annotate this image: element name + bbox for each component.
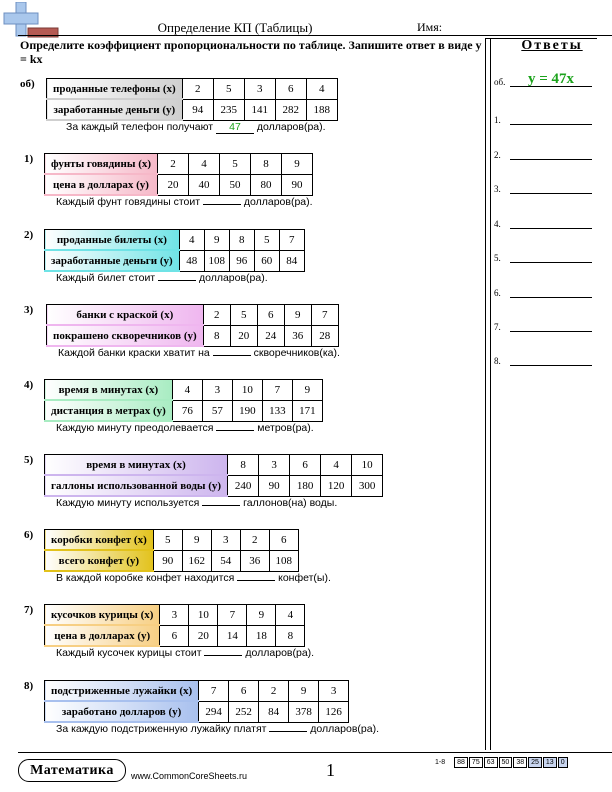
table-x-row xyxy=(45,230,305,251)
ratio-table xyxy=(44,379,323,422)
table-cell: 9 xyxy=(204,230,229,251)
page-number: 1 xyxy=(326,760,335,780)
answers-left-border xyxy=(485,38,486,750)
table-cell: 171 xyxy=(292,400,322,421)
sentence-prefix: Каждой банки краски хватит на xyxy=(58,347,213,359)
problem-number: 6) xyxy=(24,529,34,541)
table-cell: 54 xyxy=(211,550,240,571)
table-x-row xyxy=(45,530,299,551)
ratio-table xyxy=(44,680,349,723)
table-cell: 6 xyxy=(269,530,298,551)
problem-number: 2) xyxy=(24,229,34,241)
table-cell: 5 xyxy=(220,154,251,175)
table-x-row-label: кусочков курицы (x) xyxy=(45,605,160,626)
table-cell: 7 xyxy=(199,681,229,702)
answer-line[interactable] xyxy=(510,297,592,298)
sentence-suffix: метров(ра). xyxy=(254,422,314,434)
problem-number: 4) xyxy=(24,379,34,391)
table-cell: 126 xyxy=(319,701,349,722)
table-cell: 14 xyxy=(218,625,247,646)
table-cell: 2 xyxy=(158,154,189,175)
table-cell: 7 xyxy=(279,230,304,251)
answer-sentence xyxy=(56,572,331,584)
answer-label: 3. xyxy=(494,184,501,194)
answer-line[interactable] xyxy=(510,365,592,366)
answer-blank[interactable] xyxy=(269,731,307,732)
table-y-row-label: цена в долларах (y) xyxy=(45,174,158,195)
header-divider xyxy=(18,35,612,36)
table-x-row-label: банки с краской (x) xyxy=(47,305,204,326)
table-cell: 9 xyxy=(284,305,311,326)
answer-label: 6. xyxy=(494,288,501,298)
table-x-row-label: коробки конфет (x) xyxy=(45,530,154,551)
answer-line[interactable] xyxy=(510,159,592,160)
table-y-row-label: заработанные деньги (y) xyxy=(47,99,183,120)
table-x-row xyxy=(45,681,349,702)
problem-number: 8) xyxy=(24,680,34,692)
table-cell: 80 xyxy=(251,174,282,195)
score-label: 1-8 xyxy=(435,759,446,766)
sentence-prefix: Каждый билет стоит xyxy=(56,272,159,284)
answer-label: 2. xyxy=(494,150,501,160)
sentence-suffix: долларов(ра). xyxy=(307,723,379,735)
table-cell: 10 xyxy=(352,455,383,476)
table-y-row xyxy=(45,400,323,421)
table-cell: 76 xyxy=(172,400,202,421)
sentence-prefix: В каждой коробке конфет находится xyxy=(56,572,238,584)
table-cell: 9 xyxy=(282,154,313,175)
table-y-row-label: заработано долларов (y) xyxy=(45,701,199,722)
answer-sentence xyxy=(56,272,268,284)
answer-blank[interactable] xyxy=(216,430,254,431)
answer-blank[interactable] xyxy=(204,655,242,656)
table-cell: 90 xyxy=(282,174,313,195)
table-cell: 120 xyxy=(321,475,352,496)
sentence-suffix: галлонов(на) воды. xyxy=(240,497,338,509)
problem-number: 5) xyxy=(24,454,34,466)
table-cell: 7 xyxy=(262,380,292,401)
table-cell: 108 xyxy=(269,550,298,571)
table-x-row xyxy=(45,455,383,476)
table-y-row-label: покрашено скворечников (y) xyxy=(47,325,204,346)
answer-sentence xyxy=(58,347,340,359)
answer-line[interactable] xyxy=(510,193,592,194)
table-cell: 3 xyxy=(160,605,189,626)
table-y-row xyxy=(47,325,339,346)
score-cell: 38 xyxy=(513,757,527,768)
table-cell: 20 xyxy=(230,325,257,346)
table-cell: 9 xyxy=(182,530,211,551)
brand-badge: Математика xyxy=(18,759,126,782)
table-x-row-label: проданные билеты (x) xyxy=(45,230,180,251)
answer-sentence xyxy=(56,647,314,659)
table-x-row xyxy=(45,154,313,175)
table-y-row xyxy=(45,475,383,496)
table-cell: 20 xyxy=(158,174,189,195)
table-x-row-label: время в минутах (x) xyxy=(45,455,228,476)
table-cell: 7 xyxy=(311,305,338,326)
ratio-table xyxy=(46,78,338,121)
score-cell: 63 xyxy=(484,757,498,768)
table-y-row-label: заработанные деньги (y) xyxy=(45,250,180,271)
table-cell: 6 xyxy=(257,305,284,326)
table-cell: 57 xyxy=(202,400,232,421)
ratio-table xyxy=(44,229,305,272)
table-cell: 133 xyxy=(262,400,292,421)
sentence-prefix: Каждую минуту используется xyxy=(56,497,203,509)
answers-left-border-inner xyxy=(490,38,491,750)
table-cell: 18 xyxy=(247,625,276,646)
answer-label: 4. xyxy=(494,219,501,229)
table-cell: 50 xyxy=(220,174,251,195)
answer-label: 5. xyxy=(494,253,501,263)
table-cell: 36 xyxy=(284,325,311,346)
ratio-table xyxy=(44,529,299,572)
table-y-row-label: цена в долларах (y) xyxy=(45,625,160,646)
answer-blank[interactable]: 47 xyxy=(216,121,254,134)
table-cell: 5 xyxy=(254,230,279,251)
answer-line[interactable] xyxy=(510,331,592,332)
table-cell: 3 xyxy=(211,530,240,551)
table-cell: 8 xyxy=(251,154,282,175)
table-cell: 3 xyxy=(244,79,275,100)
ratio-table xyxy=(44,153,313,196)
table-cell: 90 xyxy=(153,550,182,571)
table-cell: 5 xyxy=(153,530,182,551)
table-cell: 6 xyxy=(229,681,259,702)
table-cell: 9 xyxy=(247,605,276,626)
answer-blank[interactable] xyxy=(202,505,240,506)
answer-value: y = 47x xyxy=(527,71,575,87)
answer-blank[interactable] xyxy=(203,204,241,205)
table-y-row-label: галлоны использованной воды (y) xyxy=(45,475,228,496)
table-cell: 4 xyxy=(276,605,305,626)
table-cell: 3 xyxy=(319,681,349,702)
ratio-table xyxy=(46,304,339,347)
table-cell: 2 xyxy=(259,681,289,702)
sentence-prefix: Каждый фунт говядины стоит xyxy=(56,196,203,208)
table-cell: 28 xyxy=(311,325,338,346)
answer-blank[interactable] xyxy=(237,580,275,581)
table-cell: 94 xyxy=(182,99,213,120)
answer-sentence xyxy=(66,121,326,134)
table-cell: 300 xyxy=(352,475,383,496)
table-cell: 252 xyxy=(229,701,259,722)
table-y-row xyxy=(45,550,299,571)
table-cell: 8 xyxy=(276,625,305,646)
problem-number: 1) xyxy=(24,153,34,165)
score-cell: 25 xyxy=(528,757,542,768)
table-cell: 4 xyxy=(179,230,204,251)
answer-label: об. xyxy=(494,77,506,87)
table-cell: 2 xyxy=(203,305,230,326)
table-cell: 378 xyxy=(289,701,319,722)
table-y-row xyxy=(45,174,313,195)
footer-divider xyxy=(18,752,612,753)
table-y-row xyxy=(45,625,305,646)
answer-line[interactable] xyxy=(510,228,592,229)
table-cell: 48 xyxy=(179,250,204,271)
sentence-suffix: долларов(ра). xyxy=(253,121,326,133)
table-cell: 190 xyxy=(232,400,262,421)
table-cell: 40 xyxy=(189,174,220,195)
table-cell: 188 xyxy=(306,99,337,120)
table-cell: 24 xyxy=(257,325,284,346)
table-cell: 240 xyxy=(228,475,259,496)
table-cell: 282 xyxy=(275,99,306,120)
answer-line[interactable] xyxy=(510,124,592,125)
table-cell: 294 xyxy=(199,701,229,722)
sentence-prefix: За каждую подстриженную лужайку платят xyxy=(56,723,270,735)
table-cell: 9 xyxy=(289,681,319,702)
table-cell: 141 xyxy=(244,99,275,120)
table-cell: 4 xyxy=(321,455,352,476)
table-cell: 4 xyxy=(306,79,337,100)
site-url: www.CommonCoreSheets.ru xyxy=(131,771,248,781)
table-cell: 3 xyxy=(259,455,290,476)
table-cell: 4 xyxy=(189,154,220,175)
instructions: Определите коэффициент пропорциональности по таблице. Запишите ответ в виде y = kx xyxy=(20,38,482,66)
ratio-table xyxy=(44,604,305,647)
score-cell: 0 xyxy=(558,757,568,768)
table-x-row-label: проданные телефоны (x) xyxy=(47,79,183,100)
answer-sentence xyxy=(56,196,313,208)
table-cell: 96 xyxy=(229,250,254,271)
sentence-prefix: За каждый телефон получают xyxy=(66,121,216,133)
table-x-row xyxy=(45,605,305,626)
answer-line[interactable] xyxy=(510,262,592,263)
table-cell: 235 xyxy=(213,99,244,120)
table-cell: 20 xyxy=(189,625,218,646)
table-cell: 7 xyxy=(218,605,247,626)
problem-number: об) xyxy=(20,78,35,90)
answer-sentence xyxy=(56,497,337,509)
sentence-prefix: Каждую минуту преодолевается xyxy=(56,422,217,434)
table-cell: 6 xyxy=(160,625,189,646)
sentence-prefix: Каждый кусочек курицы стоит xyxy=(56,647,205,659)
table-cell: 10 xyxy=(232,380,262,401)
table-y-row xyxy=(47,99,338,120)
score-cell: 50 xyxy=(499,757,513,768)
table-cell: 6 xyxy=(275,79,306,100)
table-cell: 180 xyxy=(290,475,321,496)
table-cell: 90 xyxy=(259,475,290,496)
table-cell: 2 xyxy=(182,79,213,100)
score-cell: 75 xyxy=(469,757,483,768)
table-cell: 9 xyxy=(292,380,322,401)
table-x-row-label: фунты говядины (x) xyxy=(45,154,158,175)
ratio-table xyxy=(44,454,383,497)
table-cell: 36 xyxy=(240,550,269,571)
score-band xyxy=(432,757,568,768)
answer-blank[interactable] xyxy=(213,355,251,356)
table-cell: 2 xyxy=(240,530,269,551)
table-cell: 3 xyxy=(202,380,232,401)
sentence-suffix: долларов(ра). xyxy=(240,196,313,208)
problem-number: 3) xyxy=(24,304,34,316)
sentence-suffix: долларов(ра). xyxy=(196,272,268,284)
sentence-suffix: скворечников(ка). xyxy=(250,347,340,359)
table-y-row-label: дистанция в метрах (y) xyxy=(45,400,173,421)
table-cell: 8 xyxy=(229,230,254,251)
table-cell: 10 xyxy=(189,605,218,626)
table-x-row xyxy=(47,305,339,326)
table-y-row-label: всего конфет (y) xyxy=(45,550,154,571)
answer-blank[interactable] xyxy=(158,280,196,281)
table-x-row xyxy=(47,79,338,100)
table-x-row-label: время в минутах (x) xyxy=(45,380,173,401)
table-cell: 8 xyxy=(228,455,259,476)
score-cell: 88 xyxy=(454,757,468,768)
table-cell: 162 xyxy=(182,550,211,571)
table-cell: 6 xyxy=(290,455,321,476)
answer-sentence xyxy=(56,422,314,434)
table-x-row-label: подстриженные лужайки (x) xyxy=(45,681,199,702)
sentence-suffix: долларов(ра). xyxy=(242,647,315,659)
table-cell: 4 xyxy=(172,380,202,401)
table-cell: 5 xyxy=(230,305,257,326)
table-cell: 60 xyxy=(254,250,279,271)
table-x-row xyxy=(45,380,323,401)
answer-label: 8. xyxy=(494,356,501,366)
sentence-suffix: конфет(ы). xyxy=(275,572,331,584)
table-y-row xyxy=(45,250,305,271)
problem-number: 7) xyxy=(24,604,34,616)
table-cell: 5 xyxy=(213,79,244,100)
name-label: Имя: xyxy=(417,20,443,34)
table-cell: 84 xyxy=(259,701,289,722)
page-title: Определение КП (Таблицы) xyxy=(157,20,313,35)
answer-label: 7. xyxy=(494,322,501,332)
table-y-row xyxy=(45,701,349,722)
table-cell: 108 xyxy=(204,250,229,271)
table-cell: 8 xyxy=(203,325,230,346)
table-cell: 84 xyxy=(279,250,304,271)
answers-title: Ответы xyxy=(521,38,583,53)
score-cell: 13 xyxy=(543,757,557,768)
answer-sentence xyxy=(56,723,379,735)
answer-label: 1. xyxy=(494,115,501,125)
